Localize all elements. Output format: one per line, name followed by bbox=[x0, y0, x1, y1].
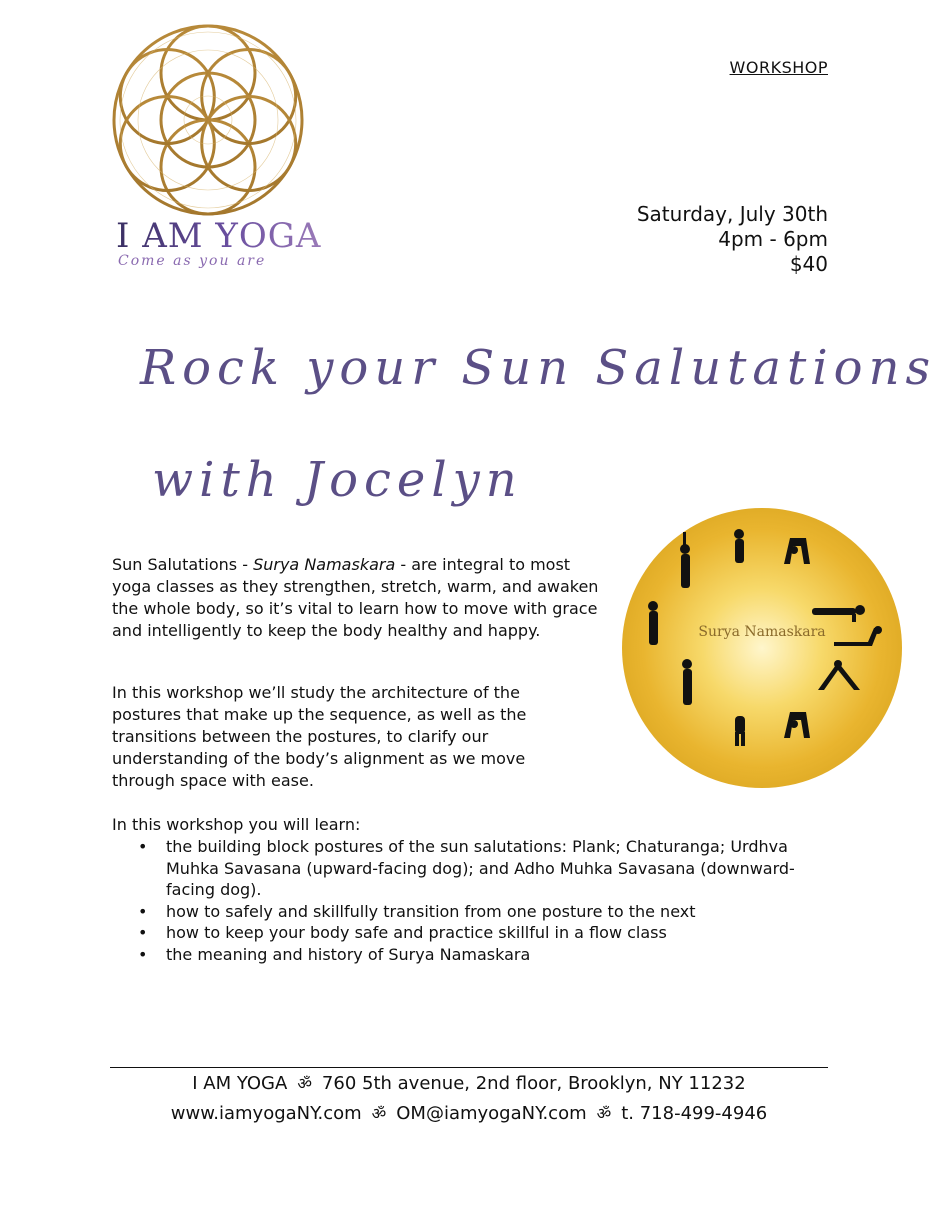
intro-rest: - are integral to most yoga classes as they strengthen, stretch, warm, and awaken the whole body, so it’s vital to learn how to move with grace and intelligently to keep the body healthy and happy. bbox=[112, 555, 599, 640]
workshop-paragraph: In this workshop we’ll study the architecture of the postures that make up the sequence, as well as the transitions between the postures, to clarify our understanding of the body’s alignment as we move through space with ease. bbox=[112, 683, 527, 790]
sun-salutation-illustration bbox=[622, 508, 902, 788]
list-item: • how to safely and skillfully transition from one posture to the next bbox=[138, 901, 828, 923]
brand-logo bbox=[108, 22, 322, 272]
om-icon: ॐ bbox=[297, 1074, 312, 1093]
event-price: $40 bbox=[789, 252, 828, 276]
footer-contact-line bbox=[110, 1102, 828, 1124]
footer-divider bbox=[110, 1067, 828, 1068]
title-line-1: Rock your Sun Salutations bbox=[140, 340, 937, 396]
intro-emphasis: Surya Namaskara bbox=[253, 555, 396, 574]
list-item: • the meaning and history of Surya Namaskara bbox=[138, 944, 828, 966]
footer-email-link[interactable]: OM@iamyogaNY.com bbox=[396, 1103, 587, 1124]
brand-tagline: Come as you are bbox=[118, 253, 267, 269]
brand-name: I AM YOGA bbox=[116, 216, 322, 256]
list-item: • the building block postures of the sun salutations: Plank; Chaturanga; Urdhva Muhka Savasana (upward-facing dog); and Adho Muhka Savasana (downward-facing dog). bbox=[138, 836, 828, 901]
title-line-2: with Jocelyn bbox=[152, 452, 523, 508]
footer-address-line bbox=[110, 1072, 828, 1094]
footer-website-link[interactable]: www.iamyogaNY.com bbox=[170, 1103, 362, 1124]
list-item: • how to keep your body safe and practice skillful in a flow class bbox=[138, 922, 828, 944]
footer-studio: I AM YOGA bbox=[192, 1073, 288, 1094]
footer-phone: t. 718-499-4946 bbox=[621, 1103, 768, 1124]
yoga-poses-ring-icon bbox=[622, 508, 902, 788]
intro-paragraph bbox=[112, 554, 607, 642]
om-icon: ॐ bbox=[596, 1104, 612, 1123]
workshop-label: WORKSHOP bbox=[729, 58, 828, 77]
flower-of-life-icon bbox=[110, 22, 306, 218]
footer-address: 760 5th avenue, 2nd floor, Brooklyn, NY 11232 bbox=[321, 1073, 746, 1094]
event-info bbox=[637, 202, 828, 277]
learn-list bbox=[138, 836, 828, 965]
event-time: 4pm - 6pm bbox=[718, 227, 828, 251]
illustration-caption: Surya Namaskara bbox=[698, 624, 826, 640]
intro-start: Sun Salutations - bbox=[112, 555, 254, 574]
event-date: Saturday, July 30th bbox=[636, 202, 828, 226]
om-icon: ॐ bbox=[371, 1104, 387, 1123]
learn-intro: In this workshop you will learn: bbox=[112, 815, 361, 834]
